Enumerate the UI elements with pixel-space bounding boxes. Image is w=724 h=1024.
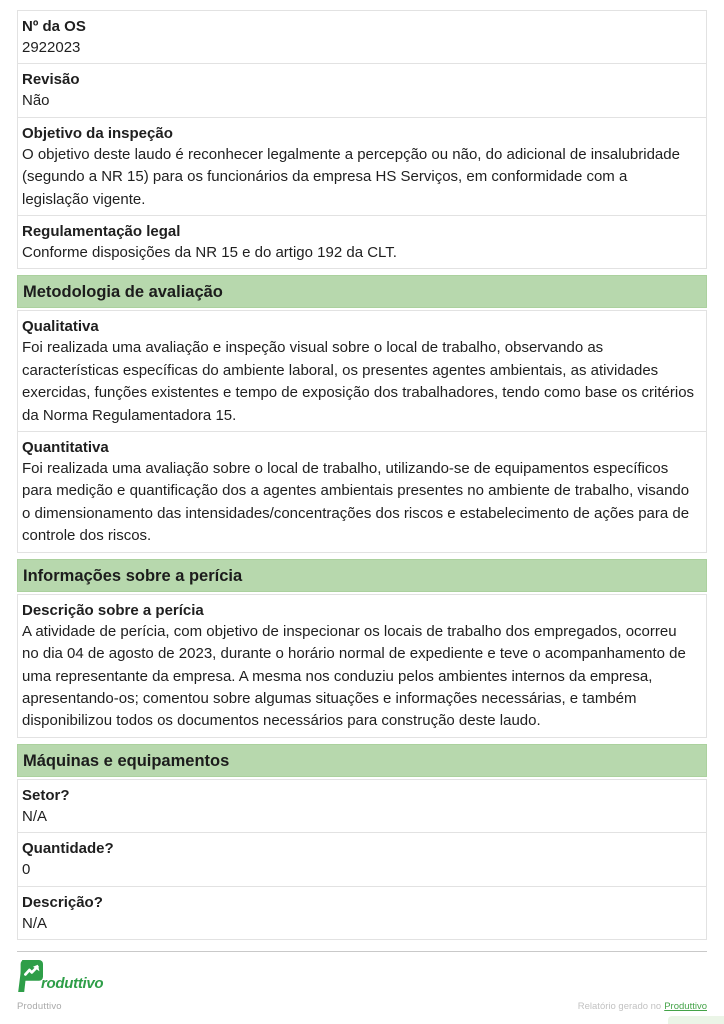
section-header-maquinas: Máquinas e equipamentos [17,744,707,777]
field-value: A atividade de perícia, com objetivo de inspecionar os locais de trabalho dos empregados, ocorreu no dia 04 de agosto de 2023, durante o horário normal de expediente e teve o acompanhamento de uma representante da empresa. A mesma nos conduziu pelos ambientes internos da empresa, apresentando-os; comentou sobre algumas situações e informações necessárias, e também disponibilizou todos os documentos necessários para construção deste laudo. [22,622,686,730]
field-row-regulamentacao [18,215,706,268]
field-value: Foi realizada uma avaliação sobre o local de trabalho, utilizando-se de equipamentos específicos para medição e quantificação dos a agentes ambientais presentes no ambiente de trabalho, visando o dimensionamento das intensidades/concentrações dos riscos e estabelecimento de ações para de controle dos riscos. [22,460,690,545]
field-row-setor [18,780,706,832]
maquinas-table [17,779,707,940]
footer-meta-row [17,1001,707,1012]
section-header-pericia: Informações sobre a perícia [17,559,707,592]
field-label: Objetivo da inspeção [22,124,173,142]
field-value: N/A [22,914,48,932]
field-value: 0 [22,861,31,879]
footer-generated-text: Relatório gerado no [577,1001,662,1012]
field-value: Não [22,92,50,110]
field-label: Revisão [22,71,80,89]
footer-divider [17,951,707,952]
field-row-descricao-pericia [18,595,706,737]
page-corner-artifact [668,1016,724,1024]
field-row-descricao [18,886,706,939]
page-footer [17,951,707,1012]
footer-produttivo-link[interactable]: Produttivo [664,1001,707,1012]
pericia-table [17,594,707,738]
field-row-quantidade [18,832,706,885]
field-label: Setor? [22,786,70,804]
field-value: Conforme disposições da NR 15 e do artigo 192 da CLT. [22,244,397,262]
field-label: Regulamentação legal [22,223,181,241]
top-fields-table [17,10,707,269]
field-label: Nº da OS [22,18,86,35]
field-label: Quantitativa [22,439,109,457]
field-label: Descrição? [22,893,103,911]
field-value: O objetivo deste laudo é reconhecer legalmente a percepção ou não, do adicional de insalubridade (segundo a NR 15) para os funcionários da empresa HS Serviços, em conformidade com a legislação vigente. [22,145,680,208]
produttivo-logo [17,960,707,992]
field-row-qualitativa [18,311,706,431]
footer-generated-note [578,1001,707,1012]
field-row-objetivo [18,117,706,215]
field-label: Descrição sobre a perícia [22,601,204,619]
metodologia-table [17,310,707,552]
field-row-quantitativa [18,431,706,552]
field-value: Foi realizada uma avaliação e inspeção visual sobre o local de trabalho, observando as características específicas do ambiente laboral, os presentes agentes ambientais, as atividades exercidas, funções existentes e tempo de exposição dos trabalhadores, tendo como base os critérios da Norma Regulamentadora 15. [22,339,695,424]
field-label: Qualitativa [22,318,99,336]
produttivo-logo-wordmark: roduttivo [41,975,104,992]
field-value: 2922023 [22,39,81,56]
field-row-os [18,11,706,63]
field-value: N/A [22,807,48,825]
field-label: Quantidade? [22,840,114,858]
section-header-metodologia: Metodologia de avaliação [17,275,707,308]
field-row-revisao [18,63,706,116]
footer-brand-name: Produttivo [17,1001,62,1012]
